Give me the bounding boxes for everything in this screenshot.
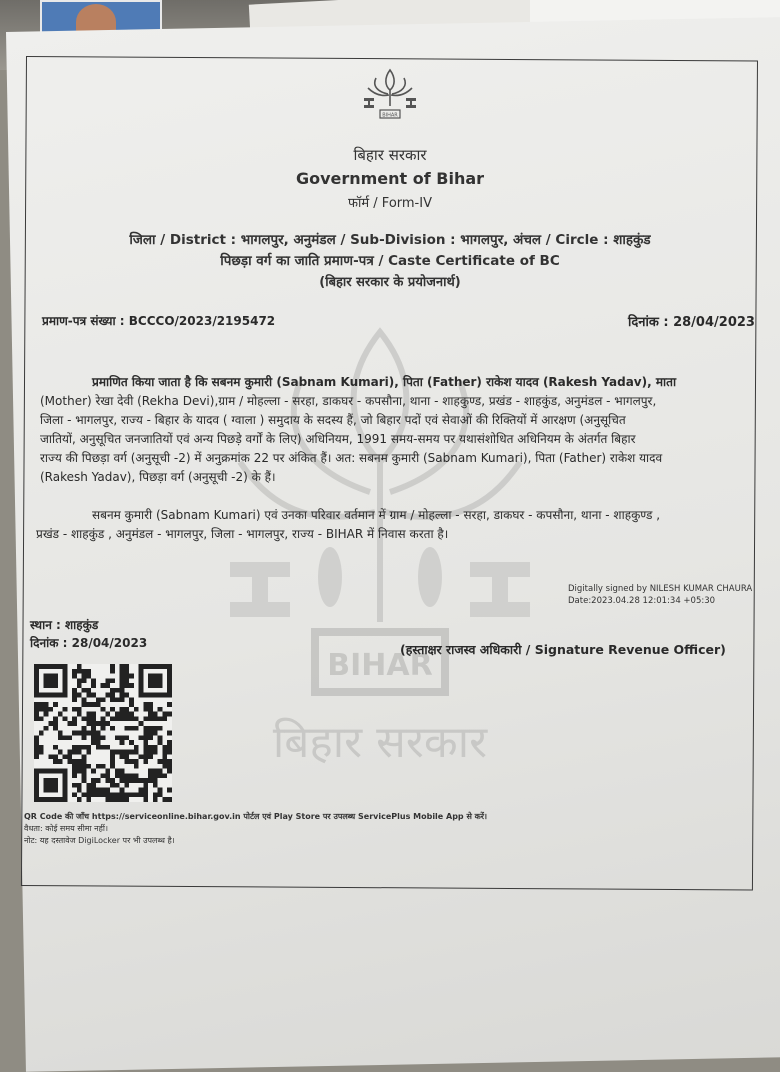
- para2-line1: सबनम कुमारी (Sabnam Kumari) एवं उनका परिवार वर्तमान में ग्राम / मोहल्ला - सरहा, डाकघर - कपसौना, थाना - शाहकुण्ड ,: [92, 508, 661, 522]
- footer-digilocker: नोट: यह दस्तावेज DigiLocker पर भी उपलब्ध है।: [24, 836, 175, 845]
- date-value: 28/04/2023: [673, 315, 755, 330]
- cert-no-value: BCCCO/2023/2195472: [128, 314, 276, 328]
- purpose-line: (बिहार सरकार के प्रयोजनार्थ): [319, 275, 461, 290]
- footer-validity: वैधता: कोई समय सीमा नहीं।: [24, 824, 108, 833]
- place-label: स्थान : शाहकुंड: [30, 618, 99, 632]
- footer-qr-note: QR Code की जाँच https://serviceonline.bihar.gov.in पोर्टल एवं Play Store पर उपलब्ध ServicePlus Mobile App से करें।: [24, 812, 488, 821]
- para1-line6: (Rakesh Yadav), पिछड़ा वर्ग (अनुसूची -2) के हैं।: [40, 470, 276, 484]
- govt-hindi: बिहार सरकार: [353, 146, 427, 164]
- digital-signature-line1: Digitally signed by NILESH KUMAR CHAURA: [568, 584, 753, 594]
- certificate-number: [42, 312, 275, 329]
- para1-line3: जिला - भागलपुर, राज्य - बिहार के यादव ( ग्वाला ) समुदाय के सदस्य हैं, जो बिहार पदों एवं सेवाओं की रिक्तियों में आरक्षण (अनुसूचित: [40, 413, 626, 427]
- govt-english: Government of Bihar: [295, 169, 485, 188]
- form-number: फॉर्म / Form-IV: [348, 196, 432, 211]
- para1-line2: (Mother) रेखा देवी (Rekha Devi),ग्राम / मोहल्ला - सरहा, डाकघर - कपसौना, थाना - शाहकुण्ड, प्रखंड - शाहकुंड, अनुमंडल - भागलपुर,: [40, 394, 657, 408]
- date-label: दिनांक :: [628, 315, 669, 330]
- digital-signature-line2: Date:2023.04.28 12:01:34 +05:30: [568, 596, 716, 606]
- bihar-emblem-icon: [360, 64, 420, 124]
- para1-line1: प्रमाणित किया जाता है कि सबनम कुमारी (Sabnam Kumari), पिता (Father) राकेश यादव (Rakesh Yadav), माता: [92, 375, 677, 389]
- officer-signature: (हस्ताक्षर राजस्व अधिकारी / Signature Revenue Officer): [400, 642, 726, 657]
- para1-line5: राज्य की पिछड़ा वर्ग (अनुसूची -2) में अनुक्रमांक 22 पर अंकित हैं। अत: सबनम कुमारी (Sabnam Kumari), पिता (Father) राकेश यादव: [40, 451, 663, 465]
- location-line: जिला / District : भागलपुर, अनुमंडल / Sub-Division : भागलपुर, अंचल / Circle : शाहकुंड: [129, 232, 651, 248]
- issue-date: [628, 312, 755, 330]
- certificate-title: पिछड़ा वर्ग का जाति प्रमाण-पत्र / Caste Certificate of BC: [220, 253, 560, 269]
- cert-no-label: प्रमाण-पत्र संख्या :: [42, 314, 125, 328]
- qr-code[interactable]: [34, 658, 172, 808]
- sign-date-label: दिनांक : 28/04/2023: [30, 636, 148, 650]
- watermark-badge: BIHAR: [327, 648, 433, 683]
- para2-line2: प्रखंड - शाहकुंड , अनुमंडल - भागलपुर, जिला - भागलपुर, राज्य - BIHAR में निवास करता है।: [36, 527, 449, 541]
- para1-line4: जातियों, अनुसूचित जनजातियों एवं अन्य पिछड़े वर्गों के लिए) अधिनियम, 1991 समय-समय पर यथासंशोधित अधिनियम के अंतर्गत बिहार: [40, 432, 636, 446]
- watermark-text: बिहार सरकार: [272, 717, 488, 768]
- emblem-label: BIHAR: [382, 112, 398, 119]
